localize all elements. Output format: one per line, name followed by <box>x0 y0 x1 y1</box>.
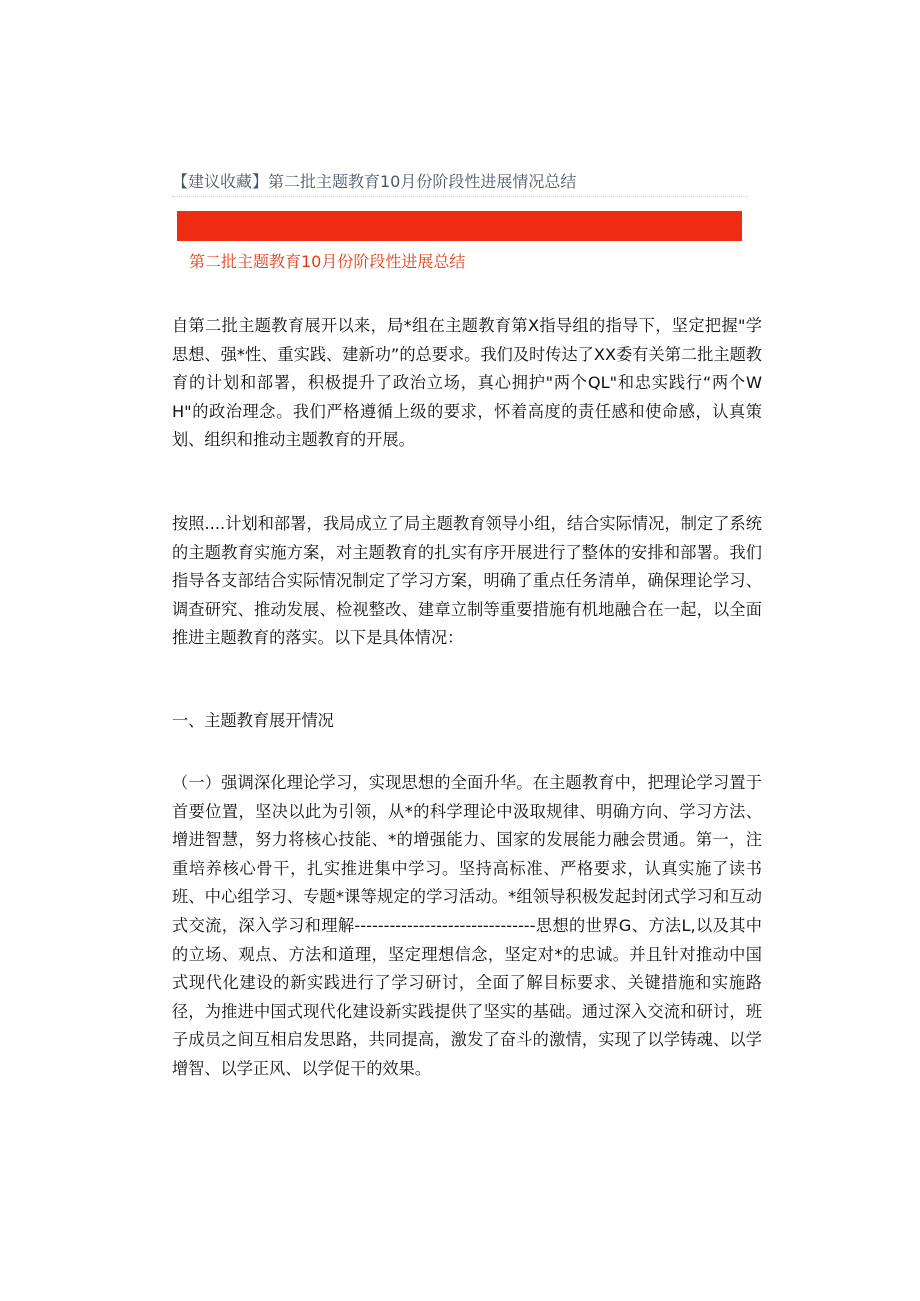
document-subtitle: 第二批主题教育10月份阶段性进展总结 <box>189 252 466 271</box>
section-paragraph: （一）强调深化理论学习，实现思想的全面升华。在主题教育中，把理论学习置于首要位置，坚决以此为引领，从*的科学理论中汲取规律、明确方向、学习方法、增进智慧，努力将核心技能、*的增强能力、国家的发展能力融会贯通。第一，注重培养核心骨干，扎实推进集中学习。坚持高标准、严格要求，认真实施了读书班、中心组学习、专题*课等规定的学习活动。*组领导积极发起封闭式学习和互动式交流，深入学习和理解-------------------------------思想的世界G、方法L,以及其中的立场、观点、方法和道理，坚定理想信念，坚定对*的忠诚。并且针对推动中国式现代化建设的新实践进行了学习研讨，全面了解目标要求、关键措施和实施路径，为推进中国式现代化建设新实践提供了坚实的基础。通过深入交流和研讨，班子成员之间互相启发思路，共同提高，激发了奋斗的激情，实现了以学铸魂、以学增智、以学正风、以学促干的效果。 <box>172 773 762 1078</box>
title-divider <box>172 196 748 197</box>
section-heading: 一、主题教育展开情况 <box>172 711 334 730</box>
page-title: 【建议收藏】第二批主题教育10月份阶段性进展情况总结 <box>172 172 577 191</box>
red-banner <box>177 211 742 241</box>
intro-paragraph: 自第二批主题教育展开以来，局*组在主题教育第X指导组的指导下，坚定把握"学思想、强*性、重实践、建新功”的总要求。我们及时传达了XX委有关第二批主题教育的计划和部署，积极提升了政治立场，真心拥护"两个QL"和忠实践行“两个WH"的政治理念。我们严格遵循上级的要求，怀着高度的责任感和使命感，认真策划、组织和推动主题教育的开展。 <box>172 316 762 450</box>
plan-paragraph: 按照....计划和部署，我局成立了局主题教育领导小组，结合实际情况，制定了系统的主题教育实施方案，对主题教育的扎实有序开展进行了整体的安排和部署。我们指导各支部结合实际情况制定了学习方案，明确了重点任务清单，确保理论学习、调查研究、推动发展、检视整改、建章立制等重要措施有机地融合在一起，以全面推进主题教育的落实。以下是具体情况： <box>172 514 762 648</box>
